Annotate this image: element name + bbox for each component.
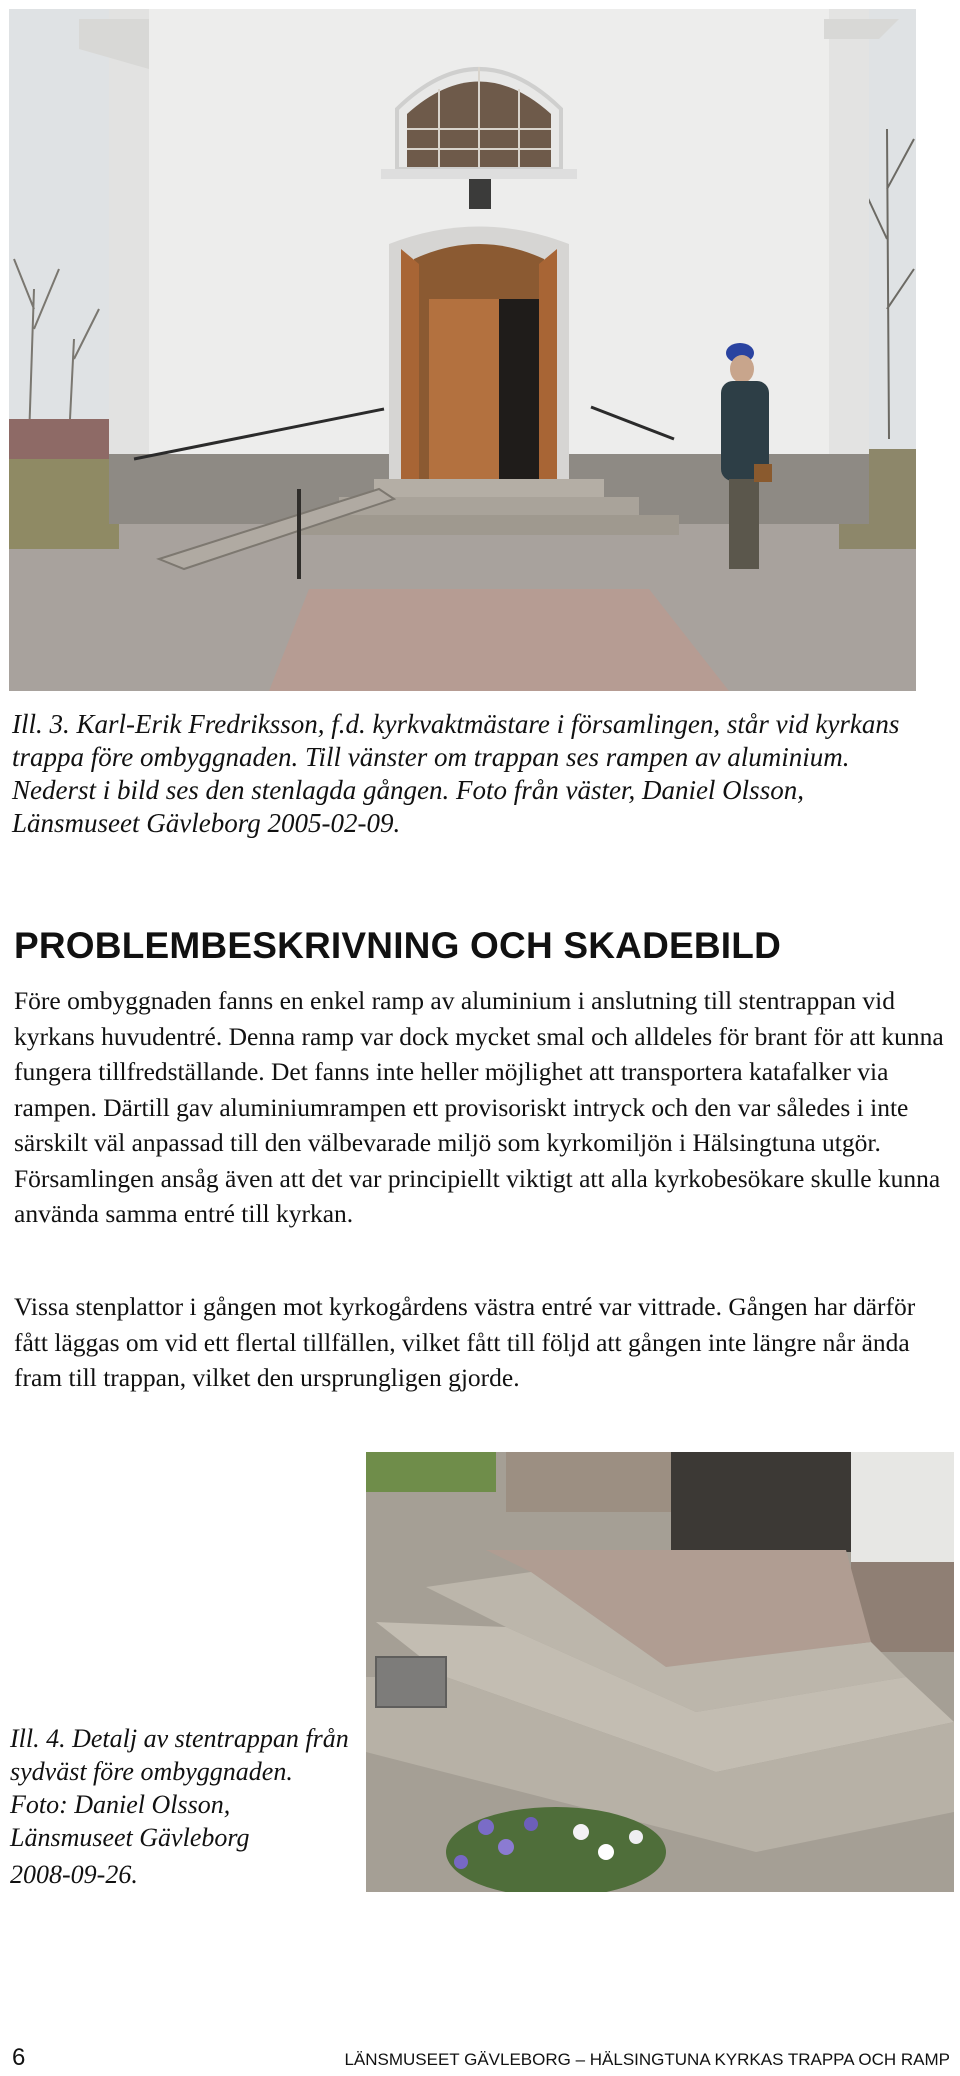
body-paragraph-1: Före ombyggnaden fanns en enkel ramp av aluminium i anslutning till stentrappan vid kyrkans huvudentré. Denna ramp var dock mycket smal och alldeles för brant för att kunna fungera tillfredställande. Det fanns inte heller möjlighet att transportera katafalker via rampen. Därtill gav aluminiumrampen ett provisoriskt intryck och den var således i inte särskilt väl anpassad till den välbevarade miljö som kyrkomiljön i Hälsingtuna utgör. Församlingen ansåg även att det var principiellt viktigt att alla kyrkobesökare skulle kunna använda samma entré till kyrkan. — [14, 986, 944, 1228]
open-door-right — [539, 249, 557, 484]
entrance-lamp — [469, 179, 491, 209]
brick-path — [269, 589, 729, 691]
white-wall — [851, 1452, 954, 1562]
church-entrance-illustration — [9, 9, 916, 691]
wall-shadow-left — [109, 9, 149, 479]
drain-grate — [376, 1657, 446, 1707]
grass-left — [9, 459, 119, 549]
section-heading: PROBLEMBESKRIVNING OCH SKADEBILD — [14, 925, 781, 966]
bottom-step — [299, 515, 679, 535]
inner-door — [429, 299, 499, 479]
stone-wall — [506, 1452, 671, 1512]
wall-shadow-right — [829, 9, 869, 479]
dark-doorway — [499, 299, 539, 479]
hedge — [9, 419, 119, 459]
grass-patch — [366, 1452, 496, 1492]
stone-steps-illustration — [366, 1452, 954, 1892]
top-step — [374, 479, 604, 497]
window-sill — [381, 169, 577, 179]
photo-caption-2 — [10, 1722, 355, 1891]
stone-steps-photo — [366, 1452, 954, 1892]
photo-caption-1: Ill. 3. Karl-Erik Fredriksson, f.d. kyrkvaktmästare i församlingen, står vid kyrkans trappa före ombyggnaden. Till vänster om trappan ses rampen av aluminium. Nederst i bild ses den stenlagda gången. Foto från väster, Daniel Olsson, Länsmuseet Gävleborg 2005-02-09. — [12, 709, 900, 838]
body-paragraph-2: Vissa stenplattor i gången mot kyrkogårdens västra entré var vittrade. Gången har därför fått läggas om vid ett flertal tillfällen, vilket fått till följd att gången inte längre når ända fram till trappan, vilket den ursprungligen gjorde. — [14, 1292, 916, 1392]
caption-2-text: Ill. 4. Detalj av stentrappan från sydväst före ombyggnaden. Foto: Daniel Olsson, Länsmuseet Gävleborg — [10, 1724, 349, 1852]
page-number: 6 — [12, 2044, 26, 2071]
running-footer-title: LÄNSMUSEET GÄVLEBORG – HÄLSINGTUNA KYRKAS TRAPPA OCH RAMP — [344, 2050, 950, 2069]
dark-door — [671, 1452, 851, 1552]
church-entrance-photo — [9, 9, 916, 691]
caption-2-date: 2008-09-26. — [10, 1860, 138, 1889]
open-door-left — [401, 249, 419, 484]
